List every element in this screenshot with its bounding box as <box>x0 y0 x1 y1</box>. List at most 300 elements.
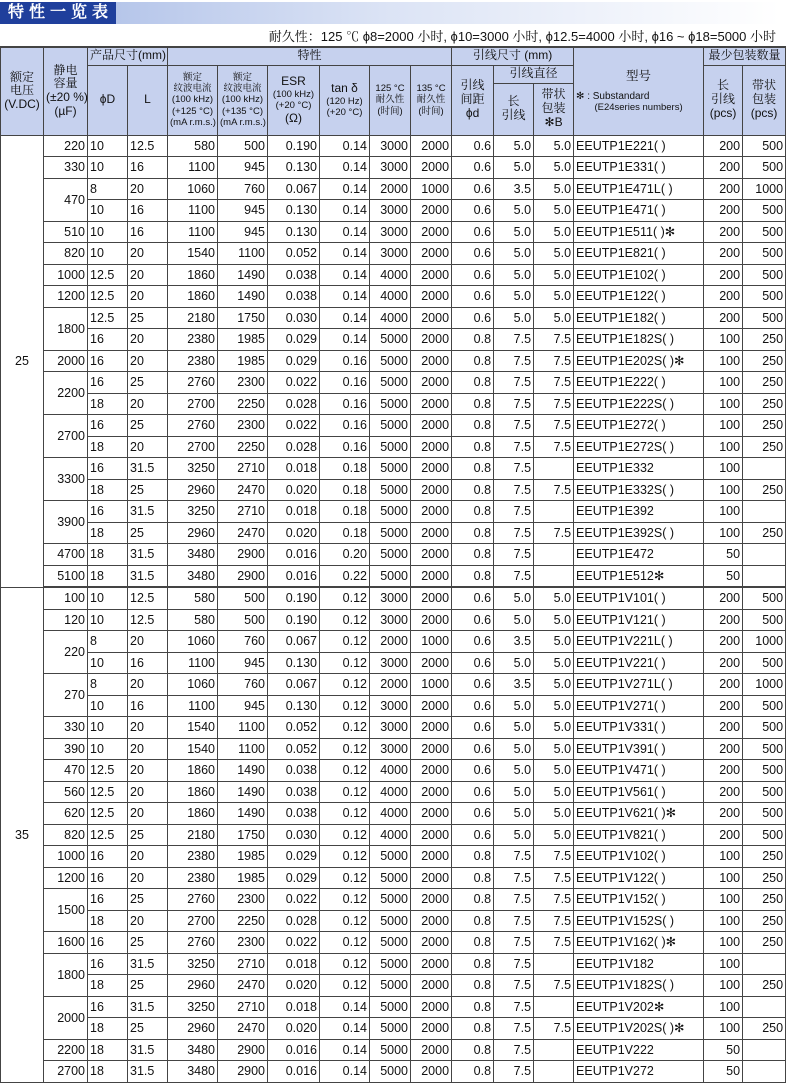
part-number-cell: EEUTP1V271( ) <box>574 695 704 717</box>
pack-long-cell: 200 <box>704 695 743 717</box>
ripple125-cell: 2380 <box>168 867 218 889</box>
lead-spacing-cell: 0.8 <box>452 372 494 394</box>
capacitance-cell: 2700 <box>44 415 88 458</box>
pack-taped-cell: 250 <box>743 975 786 997</box>
ripple125-cell: 3250 <box>168 953 218 975</box>
ripple125-cell: 1860 <box>168 781 218 803</box>
endurance135-cell: 2000 <box>411 824 452 846</box>
long-lead-dia-cell: 5.0 <box>494 695 534 717</box>
lead-spacing-cell: 0.6 <box>452 243 494 265</box>
pack-taped-cell: 250 <box>743 329 786 351</box>
endurance135-cell: 2000 <box>411 243 452 265</box>
length-cell: 20 <box>128 436 168 458</box>
ripple125-cell: 2960 <box>168 1018 218 1040</box>
endurance125-cell: 5000 <box>370 436 411 458</box>
endurance125-cell: 4000 <box>370 760 411 782</box>
ripple125-cell: 1060 <box>168 631 218 653</box>
lead-spacing-cell: 0.6 <box>452 307 494 329</box>
taped-lead-dia-cell <box>534 953 574 975</box>
endurance125-cell: 5000 <box>370 910 411 932</box>
lead-spacing-cell: 0.8 <box>452 436 494 458</box>
endurance135-cell: 2000 <box>411 781 452 803</box>
length-cell: 16 <box>128 695 168 717</box>
esr-cell: 0.020 <box>268 522 320 544</box>
length-cell: 16 <box>128 652 168 674</box>
pack-long-cell: 100 <box>704 867 743 889</box>
pack-taped-cell <box>743 544 786 566</box>
ripple125-cell: 2380 <box>168 329 218 351</box>
length-cell: 20 <box>128 910 168 932</box>
spec-table-body <box>1 135 786 1082</box>
table-row <box>1 631 786 653</box>
header-e24: (E24series numbers) <box>594 101 683 113</box>
capacitance-cell: 510 <box>44 221 88 243</box>
capacitance-cell: 620 <box>44 803 88 825</box>
taped-lead-dia-cell: 5.0 <box>534 674 574 696</box>
esr-cell: 0.038 <box>268 760 320 782</box>
taped-lead-dia-cell <box>534 544 574 566</box>
esr-cell: 0.022 <box>268 415 320 437</box>
pack-long-cell: 100 <box>704 522 743 544</box>
part-number-cell: EEUTP1V272 <box>574 1061 704 1083</box>
ripple135-cell: 1750 <box>218 824 268 846</box>
long-lead-dia-cell: 7.5 <box>494 1039 534 1061</box>
page-title: 特性一览表 <box>0 2 116 24</box>
diameter-cell: 12.5 <box>88 264 128 286</box>
pack-taped-cell: 500 <box>743 587 786 609</box>
endurance125-cell: 5000 <box>370 975 411 997</box>
diameter-cell: 18 <box>88 479 128 501</box>
table-row <box>1 803 786 825</box>
tan-delta-cell: 0.12 <box>320 803 370 825</box>
length-cell: 20 <box>128 846 168 868</box>
endurance125-cell: 5000 <box>370 479 411 501</box>
ripple135-cell: 945 <box>218 157 268 179</box>
endurance125-cell: 5000 <box>370 458 411 480</box>
capacitance-cell: 2000 <box>44 996 88 1039</box>
table-row <box>1 501 786 523</box>
diameter-cell: 18 <box>88 910 128 932</box>
length-cell: 25 <box>128 479 168 501</box>
endurance125-cell: 5000 <box>370 1061 411 1083</box>
long-lead-dia-cell: 7.5 <box>494 501 534 523</box>
long-lead-dia-cell: 5.0 <box>494 803 534 825</box>
long-lead-dia-cell: 7.5 <box>494 1061 534 1083</box>
capacitance-cell: 3900 <box>44 501 88 544</box>
ripple135-cell: 760 <box>218 631 268 653</box>
pack-long-cell: 100 <box>704 372 743 394</box>
length-cell: 25 <box>128 824 168 846</box>
long-lead-dia-cell: 7.5 <box>494 522 534 544</box>
diameter-cell: 16 <box>88 846 128 868</box>
endurance135-cell: 2000 <box>411 846 452 868</box>
tan-delta-cell: 0.14 <box>320 329 370 351</box>
long-lead-dia-cell: 7.5 <box>494 350 534 372</box>
endurance135-cell: 2000 <box>411 436 452 458</box>
ripple125-cell: 2960 <box>168 479 218 501</box>
lead-spacing-cell: 0.8 <box>452 522 494 544</box>
capacitance-cell: 1800 <box>44 953 88 996</box>
endurance135-cell: 2000 <box>411 544 452 566</box>
table-row <box>1 609 786 631</box>
esr-cell: 0.130 <box>268 221 320 243</box>
tan-delta-cell: 0.18 <box>320 501 370 523</box>
ripple125-cell: 2960 <box>168 522 218 544</box>
length-cell: 20 <box>128 350 168 372</box>
length-cell: 20 <box>128 781 168 803</box>
taped-lead-dia-cell: 7.5 <box>534 350 574 372</box>
tan-delta-cell: 0.14 <box>320 221 370 243</box>
endurance125-cell: 2000 <box>370 178 411 200</box>
esr-cell: 0.130 <box>268 695 320 717</box>
pack-taped-cell: 250 <box>743 910 786 932</box>
endurance135-cell: 2000 <box>411 329 452 351</box>
part-number-cell: EEUTP1E331( ) <box>574 157 704 179</box>
esr-cell: 0.038 <box>268 286 320 308</box>
ripple135-cell: 2470 <box>218 479 268 501</box>
ripple135-cell: 1490 <box>218 264 268 286</box>
diameter-cell: 8 <box>88 631 128 653</box>
tan-delta-cell: 0.18 <box>320 479 370 501</box>
ripple135-cell: 2300 <box>218 889 268 911</box>
diameter-cell: 10 <box>88 652 128 674</box>
part-number-cell: EEUTP1V222 <box>574 1039 704 1061</box>
taped-lead-dia-cell: 5.0 <box>534 157 574 179</box>
taped-lead-dia-cell <box>534 458 574 480</box>
capacitance-cell: 390 <box>44 738 88 760</box>
header-lead-group: 引线尺寸 (mm) <box>452 47 574 65</box>
diameter-cell: 16 <box>88 996 128 1018</box>
part-number-cell: EEUTP1E471L( ) <box>574 178 704 200</box>
capacitance-cell: 1600 <box>44 932 88 954</box>
part-number-cell: EEUTP1E472 <box>574 544 704 566</box>
diameter-cell: 16 <box>88 932 128 954</box>
tan-delta-cell: 0.12 <box>320 631 370 653</box>
part-number-cell: EEUTP1V621( )✻ <box>574 803 704 825</box>
header-tan: tan δ (120 Hz) (+20 °C) <box>320 65 370 135</box>
table-row <box>1 824 786 846</box>
lead-spacing-cell: 0.6 <box>452 695 494 717</box>
table-row <box>1 760 786 782</box>
ripple135-cell: 2250 <box>218 393 268 415</box>
esr-cell: 0.038 <box>268 264 320 286</box>
taped-lead-dia-cell: 7.5 <box>534 867 574 889</box>
capacitance-cell: 3300 <box>44 458 88 501</box>
endurance135-cell: 2000 <box>411 372 452 394</box>
voltage-cell: 35 <box>1 587 44 1082</box>
header-ripple135: 额定 纹波电流 (100 kHz) (+135 °C) (mA r.m.s.) <box>218 65 268 135</box>
capacitance-cell: 220 <box>44 631 88 674</box>
diameter-cell: 10 <box>88 243 128 265</box>
diameter-cell: 10 <box>88 135 128 157</box>
capacitance-cell: 220 <box>44 135 88 157</box>
pack-long-cell: 100 <box>704 436 743 458</box>
ripple135-cell: 2710 <box>218 996 268 1018</box>
length-cell: 20 <box>128 329 168 351</box>
taped-lead-dia-cell: 5.0 <box>534 760 574 782</box>
esr-cell: 0.030 <box>268 307 320 329</box>
endurance125-cell: 4000 <box>370 264 411 286</box>
pack-long-cell: 200 <box>704 286 743 308</box>
taped-lead-dia-cell: 7.5 <box>534 975 574 997</box>
pack-long-cell: 200 <box>704 307 743 329</box>
length-cell: 20 <box>128 674 168 696</box>
endurance135-cell: 2000 <box>411 479 452 501</box>
ripple135-cell: 2300 <box>218 372 268 394</box>
capacitance-cell: 1000 <box>44 264 88 286</box>
ripple125-cell: 2180 <box>168 824 218 846</box>
taped-lead-dia-cell: 5.0 <box>534 286 574 308</box>
taped-lead-dia-cell: 7.5 <box>534 393 574 415</box>
pack-taped-cell: 500 <box>743 200 786 222</box>
pack-taped-cell: 250 <box>743 372 786 394</box>
endurance125-cell: 5000 <box>370 501 411 523</box>
ripple135-cell: 1985 <box>218 867 268 889</box>
lead-spacing-cell: 0.6 <box>452 781 494 803</box>
pack-long-cell: 100 <box>704 910 743 932</box>
tan-delta-cell: 0.18 <box>320 458 370 480</box>
table-row <box>1 652 786 674</box>
length-cell: 31.5 <box>128 565 168 587</box>
part-number-cell: EEUTP1V471( ) <box>574 760 704 782</box>
length-cell: 25 <box>128 522 168 544</box>
pack-long-cell: 200 <box>704 587 743 609</box>
taped-lead-dia-cell: 5.0 <box>534 264 574 286</box>
length-cell: 20 <box>128 264 168 286</box>
endurance125-cell: 3000 <box>370 157 411 179</box>
lead-spacing-cell: 0.6 <box>452 803 494 825</box>
length-cell: 12.5 <box>128 135 168 157</box>
table-row <box>1 243 786 265</box>
table-row <box>1 372 786 394</box>
tan-delta-cell: 0.12 <box>320 889 370 911</box>
pack-taped-cell: 250 <box>743 1018 786 1040</box>
table-row <box>1 157 786 179</box>
diameter-cell: 12.5 <box>88 803 128 825</box>
long-lead-dia-cell: 3.5 <box>494 674 534 696</box>
capacitance-cell: 1200 <box>44 867 88 889</box>
ripple125-cell: 2960 <box>168 975 218 997</box>
pack-taped-cell: 250 <box>743 436 786 458</box>
table-row <box>1 329 786 351</box>
table-row <box>1 286 786 308</box>
ripple125-cell: 2760 <box>168 932 218 954</box>
tan-delta-cell: 0.14 <box>320 1018 370 1040</box>
tan-delta-cell: 0.12 <box>320 695 370 717</box>
lead-spacing-cell: 0.8 <box>452 932 494 954</box>
part-number-cell: EEUTP1V152S( ) <box>574 910 704 932</box>
ripple125-cell: 3480 <box>168 544 218 566</box>
esr-cell: 0.016 <box>268 1039 320 1061</box>
capacitance-cell: 2200 <box>44 1039 88 1061</box>
taped-lead-dia-cell: 5.0 <box>534 135 574 157</box>
taped-lead-dia-cell: 5.0 <box>534 631 574 653</box>
lead-spacing-cell: 0.6 <box>452 738 494 760</box>
taped-lead-dia-cell: 5.0 <box>534 243 574 265</box>
table-row <box>1 1039 786 1061</box>
pack-long-cell: 200 <box>704 824 743 846</box>
lead-spacing-cell: 0.8 <box>452 1018 494 1040</box>
ripple135-cell: 1100 <box>218 717 268 739</box>
pack-taped-cell: 250 <box>743 889 786 911</box>
long-lead-dia-cell: 3.5 <box>494 178 534 200</box>
ripple135-cell: 1985 <box>218 329 268 351</box>
pack-taped-cell: 500 <box>743 781 786 803</box>
length-cell: 31.5 <box>128 1039 168 1061</box>
pack-taped-cell <box>743 1061 786 1083</box>
table-row <box>1 458 786 480</box>
ripple135-cell: 500 <box>218 135 268 157</box>
esr-cell: 0.018 <box>268 458 320 480</box>
endurance125-cell: 2000 <box>370 631 411 653</box>
ripple135-cell: 2250 <box>218 910 268 932</box>
tan-delta-cell: 0.12 <box>320 674 370 696</box>
endurance125-cell: 3000 <box>370 135 411 157</box>
length-cell: 20 <box>128 760 168 782</box>
endurance135-cell: 2000 <box>411 415 452 437</box>
ripple125-cell: 2700 <box>168 910 218 932</box>
ripple135-cell: 1490 <box>218 781 268 803</box>
long-lead-dia-cell: 7.5 <box>494 910 534 932</box>
ripple125-cell: 2380 <box>168 846 218 868</box>
part-number-cell: EEUTP1E222S( ) <box>574 393 704 415</box>
lead-spacing-cell: 0.6 <box>452 587 494 609</box>
taped-lead-dia-cell: 5.0 <box>534 738 574 760</box>
endurance135-cell: 2000 <box>411 652 452 674</box>
tan-delta-cell: 0.14 <box>320 264 370 286</box>
endurance125-cell: 5000 <box>370 544 411 566</box>
part-number-cell: EEUTP1V121( ) <box>574 609 704 631</box>
endurance125-cell: 4000 <box>370 781 411 803</box>
part-number-cell: EEUTP1V101( ) <box>574 587 704 609</box>
esr-cell: 0.130 <box>268 200 320 222</box>
pack-taped-cell: 500 <box>743 609 786 631</box>
ripple125-cell: 2760 <box>168 372 218 394</box>
pack-taped-cell: 250 <box>743 479 786 501</box>
esr-cell: 0.052 <box>268 717 320 739</box>
long-lead-dia-cell: 7.5 <box>494 565 534 587</box>
pack-taped-cell: 500 <box>743 824 786 846</box>
capacitance-cell: 330 <box>44 157 88 179</box>
capacitance-cell: 820 <box>44 243 88 265</box>
table-row <box>1 738 786 760</box>
diameter-cell: 10 <box>88 200 128 222</box>
capacitance-cell: 1200 <box>44 286 88 308</box>
diameter-cell: 18 <box>88 975 128 997</box>
lead-spacing-cell: 0.8 <box>452 458 494 480</box>
taped-lead-dia-cell <box>534 1039 574 1061</box>
part-number-cell: EEUTP1V122( ) <box>574 867 704 889</box>
esr-cell: 0.130 <box>268 157 320 179</box>
pack-taped-cell: 500 <box>743 286 786 308</box>
ripple125-cell: 1100 <box>168 695 218 717</box>
pack-long-cell: 100 <box>704 846 743 868</box>
endurance135-cell: 2000 <box>411 889 452 911</box>
pack-long-cell: 200 <box>704 264 743 286</box>
endurance135-cell: 2000 <box>411 910 452 932</box>
esr-cell: 0.067 <box>268 178 320 200</box>
diameter-cell: 10 <box>88 717 128 739</box>
tan-delta-cell: 0.16 <box>320 372 370 394</box>
pack-taped-cell <box>743 501 786 523</box>
header-diameter: ϕD <box>88 65 128 135</box>
endurance135-cell: 2000 <box>411 200 452 222</box>
part-number-cell: EEUTP1E471( ) <box>574 200 704 222</box>
pack-long-cell: 200 <box>704 631 743 653</box>
tan-delta-cell: 0.12 <box>320 910 370 932</box>
part-number-cell: EEUTP1V202S( )✻ <box>574 1018 704 1040</box>
length-cell: 31.5 <box>128 953 168 975</box>
endurance125-cell: 5000 <box>370 996 411 1018</box>
pack-long-cell: 200 <box>704 609 743 631</box>
lead-spacing-cell: 0.6 <box>452 760 494 782</box>
table-row <box>1 479 786 501</box>
length-cell: 20 <box>128 717 168 739</box>
pack-taped-cell <box>743 953 786 975</box>
title-gradient <box>116 2 780 24</box>
lead-spacing-cell: 0.8 <box>452 501 494 523</box>
part-number-cell: EEUTP1E512✻ <box>574 565 704 587</box>
diameter-cell: 8 <box>88 674 128 696</box>
lead-spacing-cell: 0.6 <box>452 286 494 308</box>
long-lead-dia-cell: 5.0 <box>494 157 534 179</box>
voltage-cell: 25 <box>1 135 44 587</box>
taped-lead-dia-cell: 5.0 <box>534 609 574 631</box>
endurance135-cell: 2000 <box>411 867 452 889</box>
pack-taped-cell <box>743 565 786 587</box>
part-number-cell: EEUTP1E202S( )✻ <box>574 350 704 372</box>
taped-lead-dia-cell <box>534 501 574 523</box>
length-cell: 12.5 <box>128 587 168 609</box>
taped-lead-dia-cell: 5.0 <box>534 695 574 717</box>
ripple135-cell: 1985 <box>218 350 268 372</box>
spec-table <box>0 46 786 1083</box>
length-cell: 20 <box>128 738 168 760</box>
pack-taped-cell: 500 <box>743 135 786 157</box>
diameter-cell: 12.5 <box>88 307 128 329</box>
endurance135-cell: 2000 <box>411 803 452 825</box>
pack-long-cell: 200 <box>704 157 743 179</box>
pack-taped-cell: 250 <box>743 393 786 415</box>
long-lead-dia-cell: 5.0 <box>494 307 534 329</box>
endurance125-cell: 3000 <box>370 587 411 609</box>
esr-cell: 0.038 <box>268 803 320 825</box>
long-lead-dia-cell: 7.5 <box>494 458 534 480</box>
ripple125-cell: 1860 <box>168 264 218 286</box>
ripple135-cell: 2470 <box>218 1018 268 1040</box>
pack-long-cell: 50 <box>704 544 743 566</box>
part-number-cell: EEUTP1V561( ) <box>574 781 704 803</box>
tan-delta-cell: 0.14 <box>320 307 370 329</box>
pack-taped-cell: 500 <box>743 243 786 265</box>
part-number-cell: EEUTP1E272S( ) <box>574 436 704 458</box>
taped-lead-dia-cell: 7.5 <box>534 436 574 458</box>
ripple125-cell: 2700 <box>168 436 218 458</box>
taped-lead-dia-cell: 5.0 <box>534 824 574 846</box>
header-taped: 带状 包装 ✻B <box>534 83 574 135</box>
table-row <box>1 178 786 200</box>
esr-cell: 0.028 <box>268 436 320 458</box>
tan-delta-cell: 0.12 <box>320 975 370 997</box>
ripple125-cell: 1060 <box>168 674 218 696</box>
pack-long-cell: 100 <box>704 458 743 480</box>
lead-spacing-cell: 0.6 <box>452 609 494 631</box>
endurance135-cell: 2000 <box>411 264 452 286</box>
ripple135-cell: 1490 <box>218 286 268 308</box>
long-lead-dia-cell: 7.5 <box>494 544 534 566</box>
diameter-cell: 16 <box>88 953 128 975</box>
endurance125-cell: 5000 <box>370 522 411 544</box>
